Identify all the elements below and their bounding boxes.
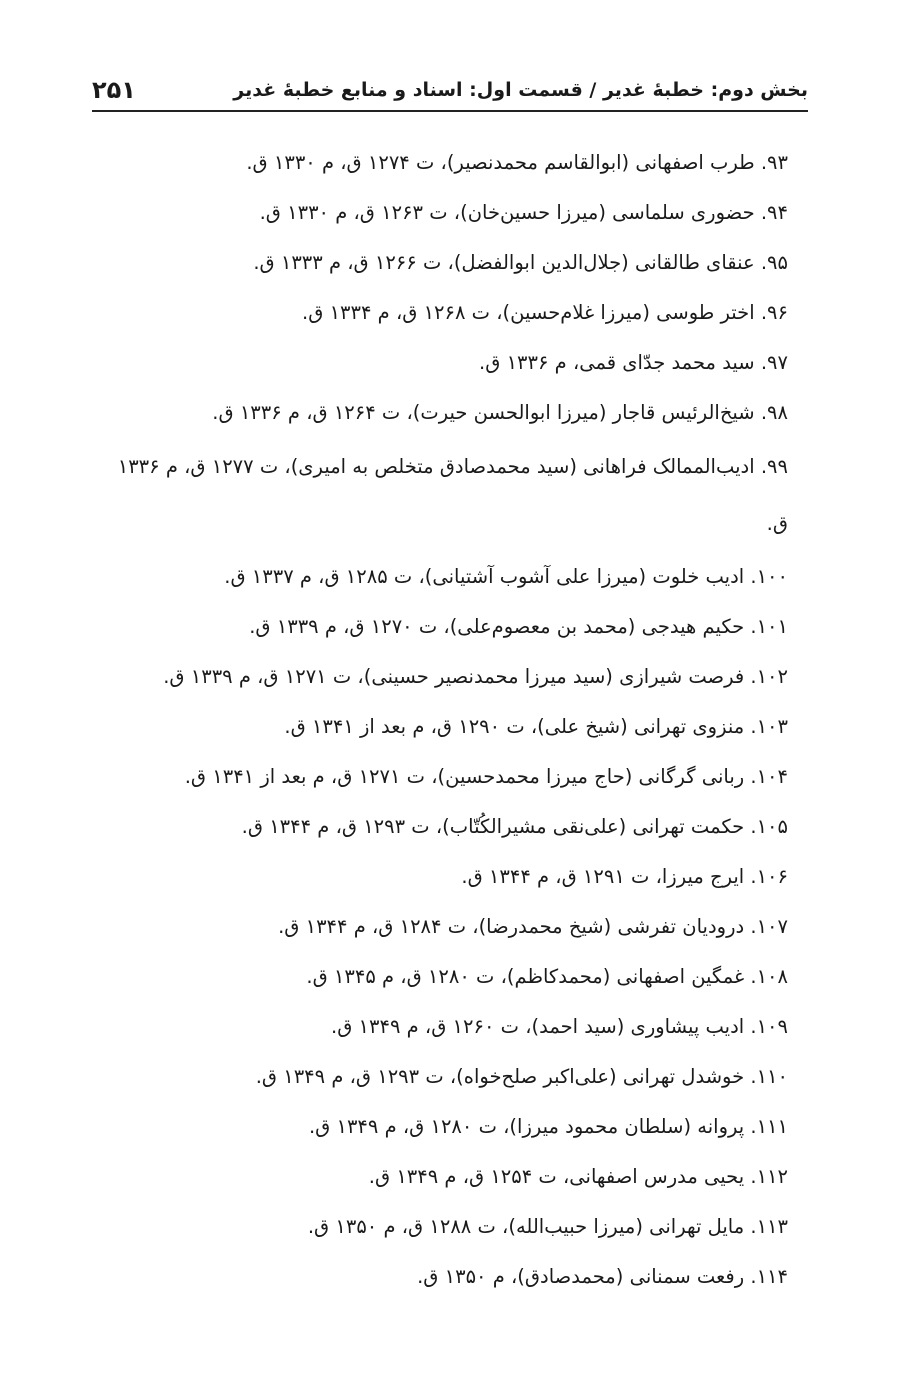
list-item: ۱۰۱. حکیم هیدجی (محمد بن معصوم‌علی)، ت ۱۲۷۰ ق، م ۱۳۳۹ ق. bbox=[249, 615, 788, 638]
list-item: ۹۸. شیخ‌الرئیس قاجار (میرزا ابوالحسن حیرت)، ت ۱۲۶۴ ق، م ۱۳۳۶ ق. bbox=[212, 401, 788, 424]
list-item: ۹۶. اختر طوسی (میرزا غلام‌حسین)، ت ۱۲۶۸ ق، م ۱۳۳۴ ق. bbox=[302, 301, 788, 324]
list-item: ۱۰۴. ربانی گرگانی (حاج میرزا محمدحسین)، ت ۱۲۷۱ ق، م بعد از ۱۳۴۱ ق. bbox=[184, 765, 788, 788]
list-item: ۱۰۵. حکمت تهرانی (علی‌نقی مشیرالکُتّاب)، ت ۱۲۹۳ ق، م ۱۳۴۴ ق. bbox=[241, 815, 788, 838]
running-head: بخش دوم: خطبهٔ غدیر / قسمت اول: اسناد و منابع خطبهٔ غدیر bbox=[233, 79, 808, 101]
page-number: ۲۵۱ bbox=[92, 76, 136, 104]
list-item: ۹۳. طرب اصفهانی (ابوالقاسم محمدنصیر)، ت ۱۲۷۴ ق، م ۱۳۳۰ ق. bbox=[246, 151, 788, 174]
entry-list bbox=[92, 138, 808, 1302]
list-item: ۱۱۰. خوشدل تهرانی (علی‌اکبر صلح‌خواه)، ت ۱۲۹۳ ق، م ۱۳۴۹ ق. bbox=[255, 1065, 788, 1088]
page-header bbox=[92, 70, 808, 112]
list-item: ۱۰۸. غمگین اصفهانی (محمدکاظم)، ت ۱۲۸۰ ق، م ۱۳۴۵ ق. bbox=[306, 965, 788, 988]
list-item: ۱۱۴. رفعت سمنانی (محمدصادق)، م ۱۳۵۰ ق. bbox=[417, 1265, 788, 1288]
list-item: ۱۱۱. پروانه (سلطان محمود میرزا)، ت ۱۲۸۰ ق، م ۱۳۴۹ ق. bbox=[308, 1115, 788, 1138]
list-item: ۱۰۶. ایرج میرزا، ت ۱۲۹۱ ق، م ۱۳۴۴ ق. bbox=[461, 865, 788, 888]
list-item: ۱۰۰. ادیب خلوت (میرزا علی آشوب آشتیانی)، ت ۱۲۸۵ ق، م ۱۳۳۷ ق. bbox=[224, 565, 788, 588]
list-item: ۹۹. ادیب‌الممالک فراهانی (سید محمدصادق متخلص به امیری)، ت ۱۲۷۷ ق، م ۱۳۳۶ ق. bbox=[117, 455, 788, 535]
list-item: ۱۰۲. فرصت شیرازی (سید میرزا محمدنصیر حسینی)، ت ۱۲۷۱ ق، م ۱۳۳۹ ق. bbox=[163, 665, 788, 688]
list-item: ۱۱۳. مایل تهرانی (میرزا حبیب‌الله)، ت ۱۲۸۸ ق، م ۱۳۵۰ ق. bbox=[307, 1215, 788, 1238]
list-item: ۹۷. سید محمد جدّای قمی، م ۱۳۳۶ ق. bbox=[479, 351, 788, 374]
list-item: ۱۰۹. ادیب پیشاوری (سید احمد)، ت ۱۲۶۰ ق، م ۱۳۴۹ ق. bbox=[331, 1015, 788, 1038]
list-item: ۱۱۲. یحیی مدرس اصفهانی، ت ۱۲۵۴ ق، م ۱۳۴۹ ق. bbox=[368, 1165, 788, 1188]
list-item: ۱۰۷. درودیان تفرشی (شیخ محمدرضا)، ت ۱۲۸۴ ق، م ۱۳۴۴ ق. bbox=[278, 915, 788, 938]
list-item: ۹۴. حضوری سلماسی (میرزا حسین‌خان)، ت ۱۲۶۳ ق، م ۱۳۳۰ ق. bbox=[259, 201, 788, 224]
list-item: ۹۵. عنقای طالقانی (جلال‌الدین ابوالفضل)، ت ۱۲۶۶ ق، م ۱۳۳۳ ق. bbox=[253, 251, 788, 274]
list-item: ۱۰۳. منزوی تهرانی (شیخ علی)، ت ۱۲۹۰ ق، م بعد از ۱۳۴۱ ق. bbox=[284, 715, 788, 738]
